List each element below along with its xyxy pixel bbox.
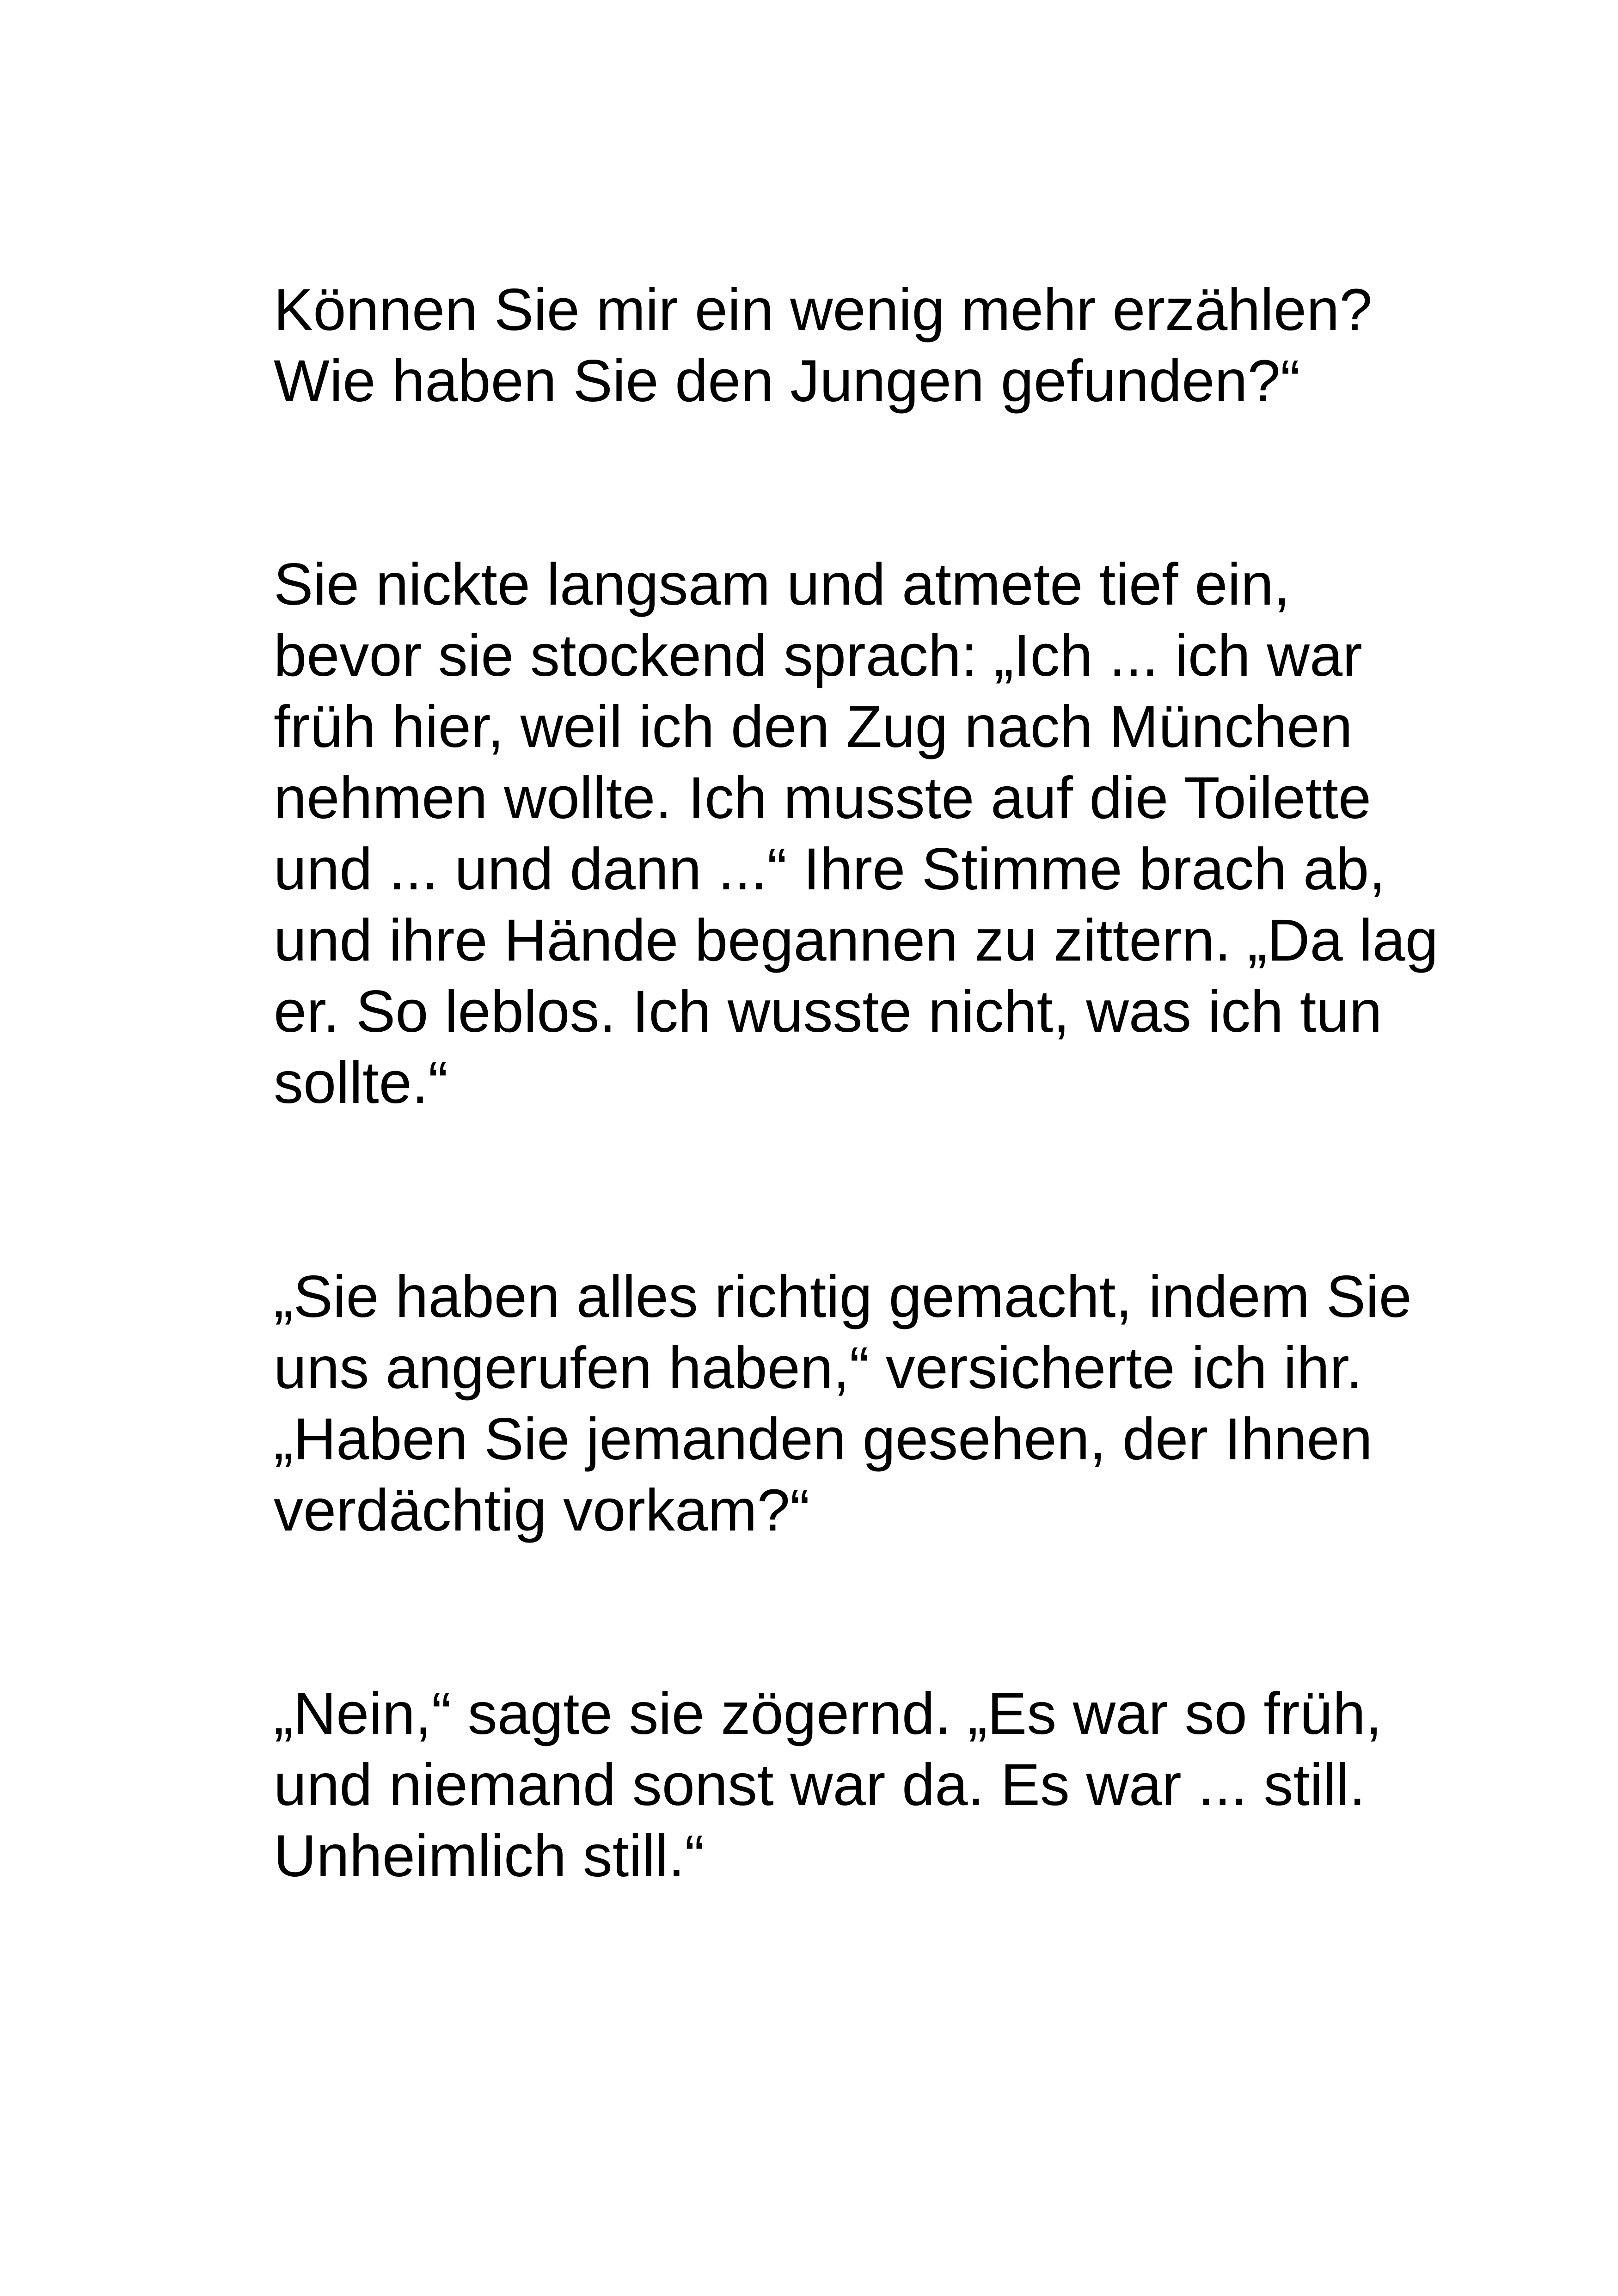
text-line: er. So leblos. Ich wusste nicht, was ich tun — [274, 979, 1382, 1045]
text-line: „Sie haben alles richtig gemacht, indem Sie — [274, 1264, 1412, 1330]
paragraph-2 — [274, 549, 1438, 1119]
text-line: bevor sie stockend sprach: „Ich ... ich war — [274, 623, 1362, 689]
text-line: Sie nickte langsam und atmete tief ein, — [274, 551, 1290, 618]
text-line: und niemand sonst war da. Es war ... still. — [274, 1752, 1366, 1818]
text-line: „Nein,“ sagte sie zögernd. „Es war so früh, — [274, 1681, 1382, 1747]
text-line: uns angerufen haben,“ versicherte ich ihr. — [274, 1335, 1363, 1401]
paragraph-4 — [274, 1678, 1382, 1892]
text-line: Wie haben Sie den Jungen gefunden?“ — [274, 348, 1300, 414]
text-line: nehmen wollte. Ich musste auf die Toilette — [274, 765, 1372, 831]
text-line: Können Sie mir ein wenig mehr erzählen? — [274, 277, 1373, 343]
text-line: verdächtig vorkam?“ — [274, 1477, 810, 1543]
paragraph-1 — [274, 275, 1374, 417]
paragraph-3 — [274, 1261, 1412, 1546]
text-line: früh hier, weil ich den Zug nach München — [274, 694, 1353, 760]
text-line: und ihre Hände begannen zu zittern. „Da lag — [274, 907, 1438, 974]
text-line: Unheimlich still.“ — [274, 1823, 705, 1889]
text-line: und ... und dann ...“ Ihre Stimme brach ab, — [274, 836, 1385, 902]
text-line: „Haben Sie jemanden gesehen, der Ihnen — [274, 1406, 1373, 1472]
text-line: sollte.“ — [274, 1050, 448, 1116]
